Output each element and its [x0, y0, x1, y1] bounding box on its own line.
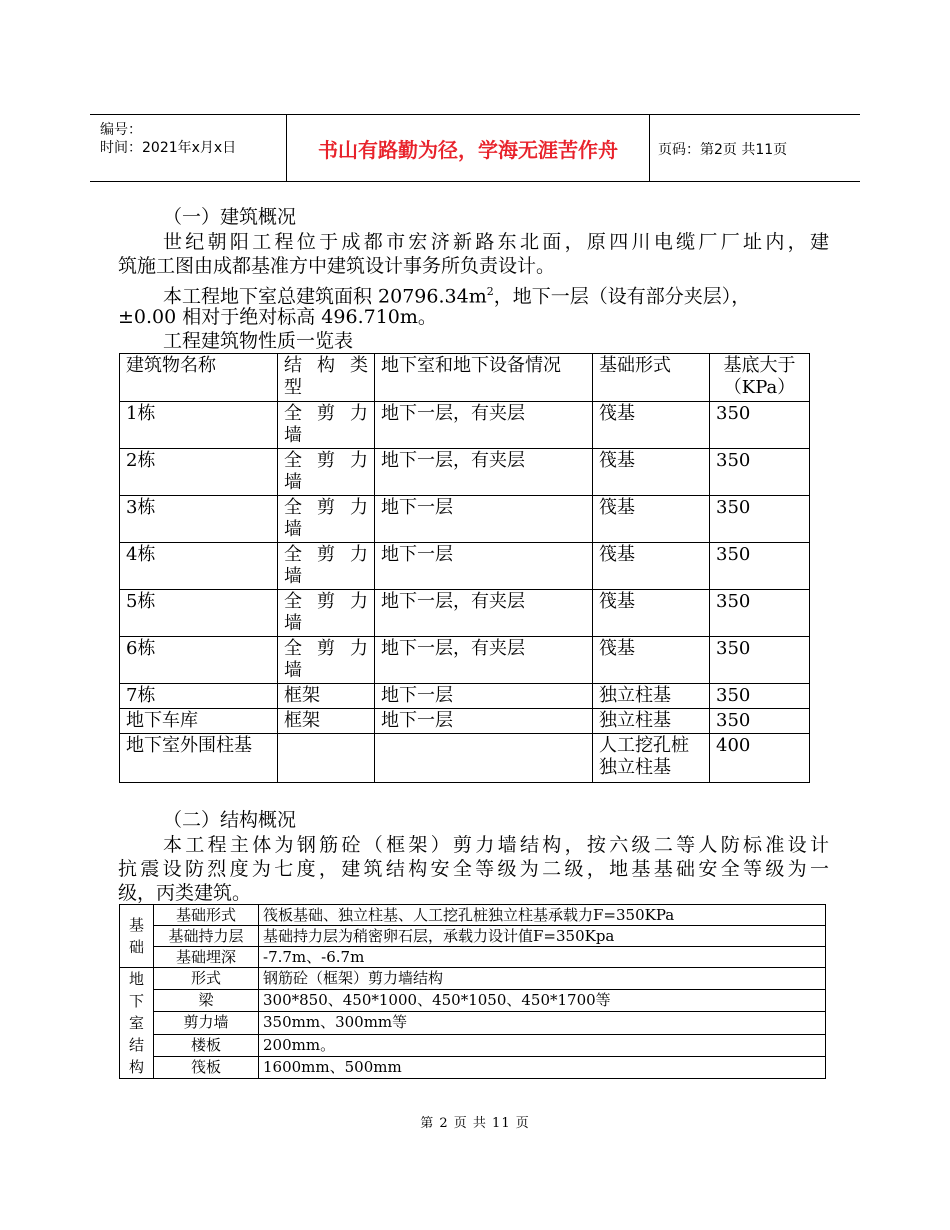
table-cell: 独立柱基 — [593, 709, 710, 734]
table-cell: 人工挖孔桩独立柱基 — [593, 734, 710, 783]
section1-para1-line1: 世纪朝阳工程位于成都市宏济新路东北面，原四川电缆厂厂址内，建 — [163, 231, 829, 253]
table-cell: 全 剪 力 墙 — [278, 449, 375, 496]
table-cell: 筏基 — [593, 496, 710, 543]
table1-header-cell: 基底大于（KPa） — [710, 354, 810, 402]
table-row — [120, 402, 810, 449]
serial-label: 编号： — [100, 122, 142, 138]
table-cell-label: 梁 — [154, 990, 259, 1012]
table-row — [120, 590, 810, 637]
table-cell: 全 剪 力 墙 — [278, 637, 375, 684]
header-motto: 书山有路勤为径，学海无涯苦作舟 — [287, 115, 650, 181]
group-label-text: 基础 — [128, 916, 144, 956]
table-cell — [278, 734, 375, 783]
table-cell: 筏基 — [593, 637, 710, 684]
table-cell: 3栋 — [120, 496, 278, 543]
table-row — [120, 947, 826, 968]
table-cell-label: 基础持力层 — [154, 926, 259, 947]
table-cell-value: -7.7m、-6.7m — [259, 947, 826, 968]
table-cell: 地下室外围柱基 — [120, 734, 278, 783]
table-cell-label: 基础形式 — [154, 905, 259, 926]
table-cell-value: 1600mm、500mm — [259, 1056, 826, 1078]
section2-para-line2: 抗震设防烈度为七度，建筑结构安全等级为二级，地基基础安全等级为一 — [118, 858, 829, 880]
table-cell: 350 — [710, 402, 810, 449]
table-cell: 全 剪 力 墙 — [278, 496, 375, 543]
table-cell: 350 — [710, 684, 810, 709]
header-page-info: 页码：第2页 共11页 — [658, 142, 788, 158]
table-cell-label: 形式 — [154, 968, 259, 990]
table-row — [120, 968, 826, 990]
table-cell — [375, 734, 593, 783]
table-cell: 350 — [710, 543, 810, 590]
table-cell: 地下一层，有夹层 — [375, 402, 593, 449]
table-cell: 4栋 — [120, 543, 278, 590]
table-cell-label: 楼板 — [154, 1034, 259, 1056]
para2-superscript: 2 — [486, 285, 494, 298]
para2-text-pre: 本工程地下室总建筑面积 20796.34m — [163, 285, 487, 308]
table-cell: 地下一层 — [375, 684, 593, 709]
table-cell: 地下一层 — [375, 543, 593, 590]
table-row — [120, 543, 810, 590]
table-row — [120, 1034, 826, 1056]
table-cell: 350 — [710, 449, 810, 496]
table-cell: 2栋 — [120, 449, 278, 496]
table-cell: 筏基 — [593, 402, 710, 449]
table1-header-cell: 基础形式 — [593, 354, 710, 402]
group-label-foundation — [120, 905, 154, 968]
table-cell-value: 350mm、300mm等 — [259, 1012, 826, 1034]
table-cell: 独立柱基 — [593, 684, 710, 709]
table-cell: 350 — [710, 496, 810, 543]
group-label-text: 地下室结构 — [128, 970, 144, 1076]
table-cell: 地下一层 — [375, 709, 593, 734]
table-cell: 地下一层，有夹层 — [375, 590, 593, 637]
building-properties-table — [119, 353, 810, 783]
table-cell: 350 — [710, 709, 810, 734]
table-cell-value: 筏板基础、独立柱基、人工挖孔桩独立柱基承载力F=350KPa — [259, 905, 826, 926]
table-cell: 全 剪 力 墙 — [278, 543, 375, 590]
table-cell: 框架 — [278, 709, 375, 734]
table1-header-cell: 地下室和地下设备情况 — [375, 354, 593, 402]
table-cell: 350 — [710, 637, 810, 684]
table-cell: 筏基 — [593, 449, 710, 496]
section2-title: （二）结构概况 — [163, 809, 297, 831]
table-row — [120, 449, 810, 496]
table-cell: 地下一层，有夹层 — [375, 449, 593, 496]
table-cell-label: 基础埋深 — [154, 947, 259, 968]
table1-header-cell: 结 构 类 型 — [278, 354, 375, 402]
section2-para-line1: 本工程主体为钢筋砼（框架）剪力墙结构，按六级二等人防标准设计 — [163, 834, 829, 856]
time-label: 时间：2021年x月x日 — [100, 140, 237, 156]
table1-header-row — [120, 354, 810, 402]
table-cell: 地下一层，有夹层 — [375, 637, 593, 684]
table-row — [120, 990, 826, 1012]
structure-overview-table — [119, 904, 826, 1079]
table-row — [120, 684, 810, 709]
para2-text-post: ，地下一层（设有部分夹层）， — [493, 285, 751, 308]
table-cell: 筏基 — [593, 543, 710, 590]
table-cell: 400 — [710, 734, 810, 783]
table-cell: 1栋 — [120, 402, 278, 449]
table-cell-value: 基础持力层为稍密卵石层，承载力设计值F=350Kpa — [259, 926, 826, 947]
table-cell: 350 — [710, 590, 810, 637]
section1-para1-line2: 筑施工图由成都基准方中建筑设计事务所负责设计。 — [118, 255, 556, 277]
page-header — [90, 114, 860, 182]
header-meta — [90, 115, 287, 181]
table1-caption: 工程建筑物性质一览表 — [163, 330, 354, 352]
table-row — [120, 1056, 826, 1078]
table-row — [120, 926, 826, 947]
table-row — [120, 637, 810, 684]
table-cell-label: 剪力墙 — [154, 1012, 259, 1034]
table-cell: 筏基 — [593, 590, 710, 637]
table1-header-cell: 建筑物名称 — [120, 354, 278, 402]
table-cell: 5栋 — [120, 590, 278, 637]
table-cell-value: 200mm。 — [259, 1034, 826, 1056]
table-cell: 全 剪 力 墙 — [278, 402, 375, 449]
section1-title: （一）建筑概况 — [163, 206, 297, 228]
table-cell: 6栋 — [120, 637, 278, 684]
table-row — [120, 496, 810, 543]
table-row — [120, 1012, 826, 1034]
section2-para-line3: 级，丙类建筑。 — [118, 882, 252, 904]
table-cell: 地下车库 — [120, 709, 278, 734]
table-row — [120, 734, 810, 783]
table-cell: 框架 — [278, 684, 375, 709]
group-label-basement-structure — [120, 968, 154, 1079]
table-row — [120, 905, 826, 926]
table-cell: 全 剪 力 墙 — [278, 590, 375, 637]
table-row — [120, 709, 810, 734]
page-footer: 第 2 页 共 11 页 — [420, 1116, 530, 1131]
table-cell-value: 300*850、450*1000、450*1050、450*1700等 — [259, 990, 826, 1012]
table-cell-value: 钢筋砼（框架）剪力墙结构 — [259, 968, 826, 990]
table-cell: 7栋 — [120, 684, 278, 709]
table-cell: 地下一层 — [375, 496, 593, 543]
section1-para2-line2: ±0.00 相对于绝对标高 496.710m。 — [118, 306, 437, 328]
table-cell-label: 筏板 — [154, 1056, 259, 1078]
